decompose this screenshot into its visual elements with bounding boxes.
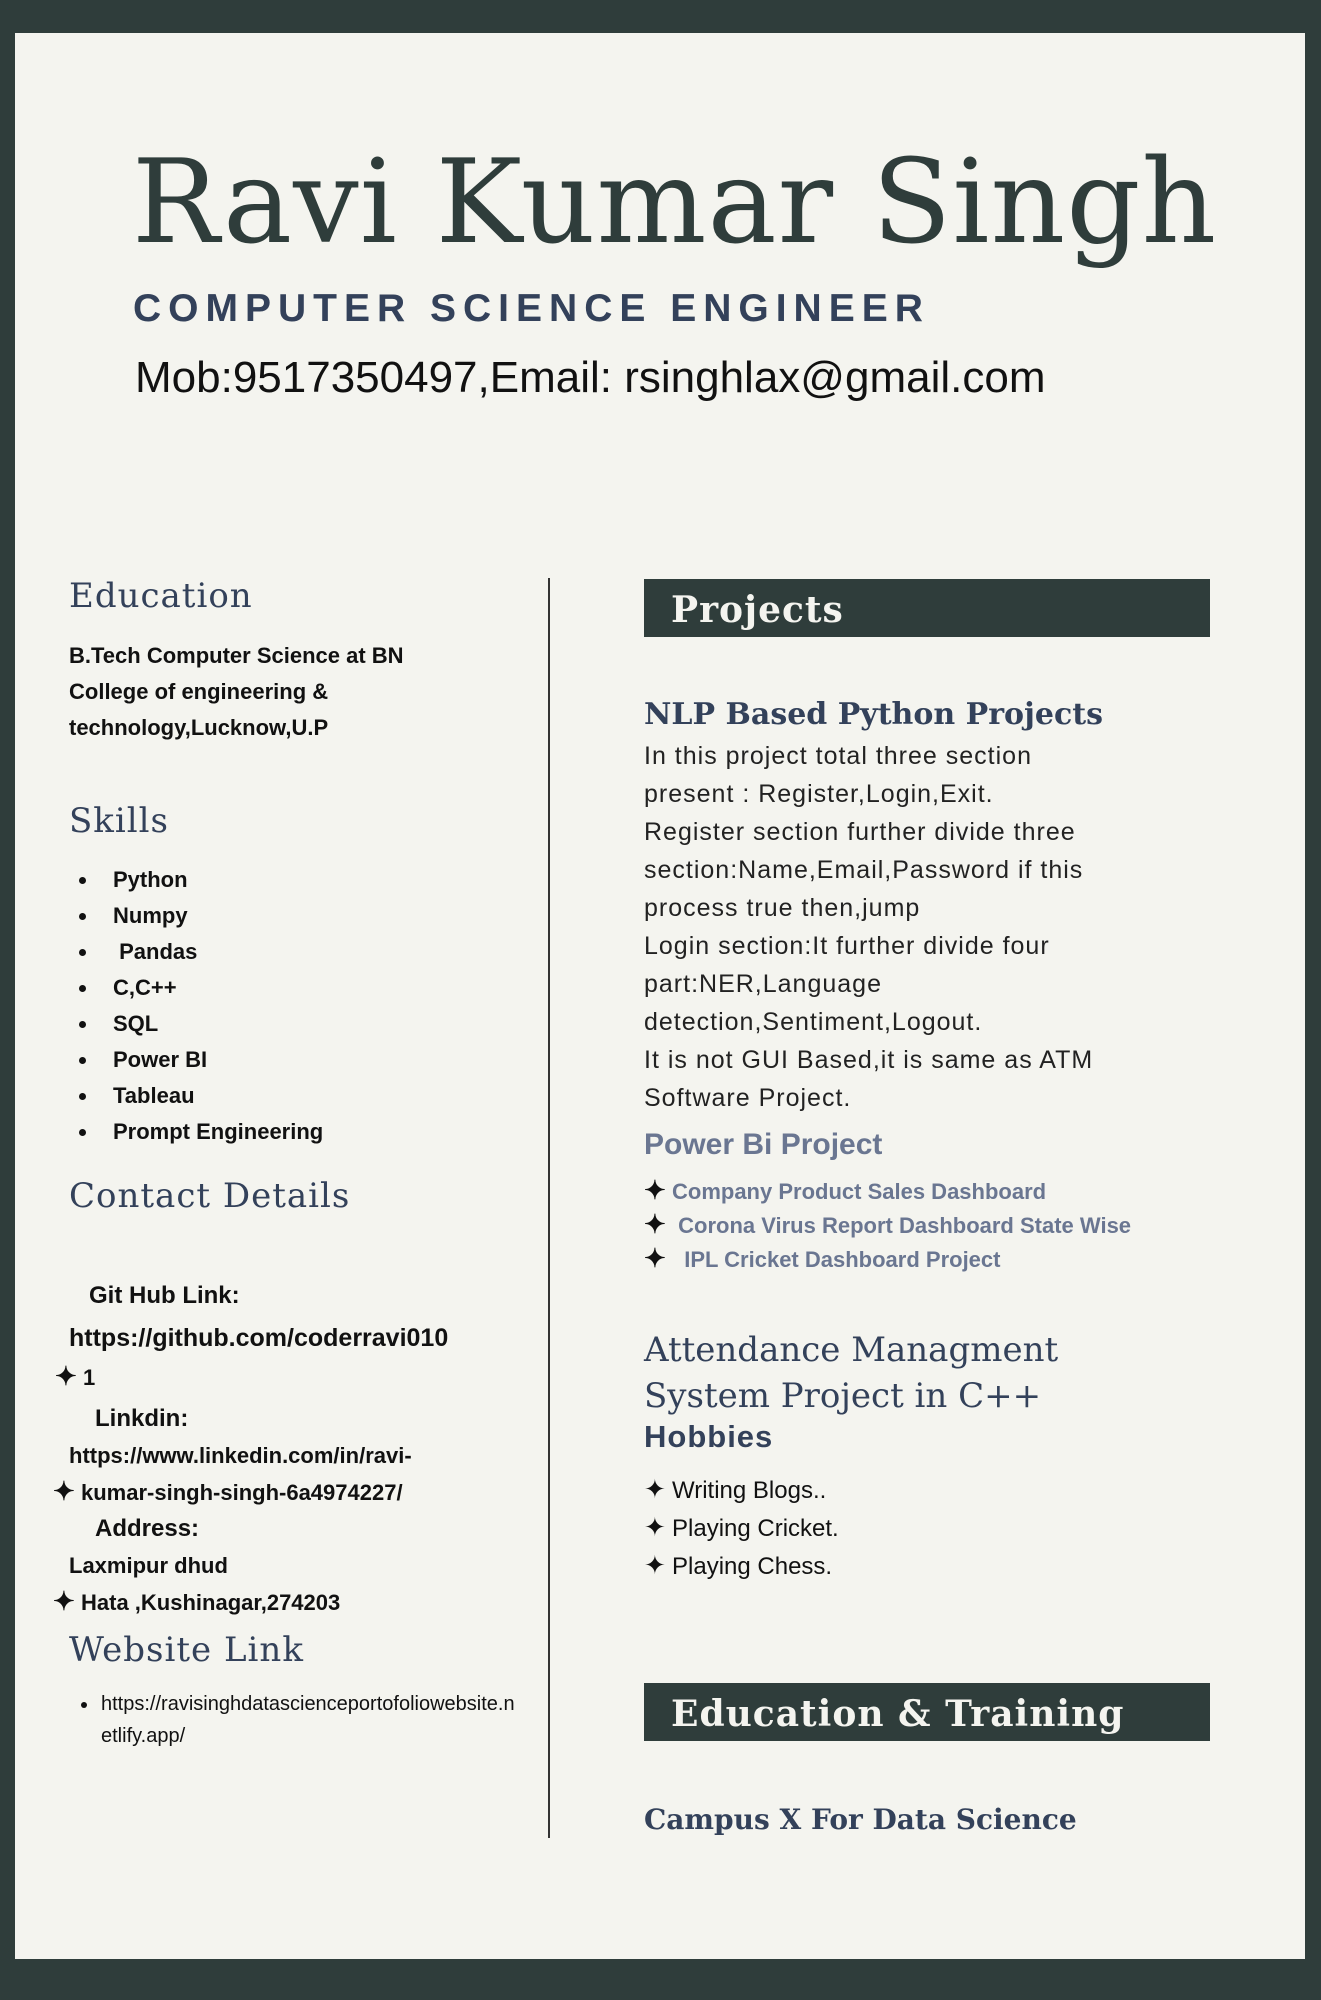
description-line: Register section further divide three bbox=[644, 818, 1076, 846]
hobbies-list bbox=[644, 1470, 839, 1584]
list-item: • SQL bbox=[99, 1006, 323, 1042]
skills-list bbox=[69, 862, 323, 1150]
list-item: ✦ Playing Chess. bbox=[644, 1546, 839, 1584]
list-item: ✦ Corona Virus Report Dashboard State Wise bbox=[644, 1209, 1132, 1239]
projects-heading: Projects bbox=[671, 589, 844, 631]
address-label: Address: bbox=[95, 1515, 200, 1542]
four-point-star-icon: ✦ bbox=[644, 1474, 666, 1504]
list-item: ✦ Playing Cricket. bbox=[644, 1508, 839, 1546]
skills-heading: Skills bbox=[69, 801, 169, 841]
four-point-star-icon: ✦ bbox=[644, 1243, 666, 1273]
four-point-star-icon: ✦ bbox=[644, 1550, 666, 1580]
website-heading: Website Link bbox=[69, 1630, 304, 1670]
four-point-star-icon: ✦ bbox=[55, 1361, 77, 1391]
training-header-bar bbox=[644, 1683, 1210, 1741]
description-line: part:NER,Language bbox=[644, 970, 882, 998]
education-line: College of engineering & bbox=[69, 679, 329, 704]
resume-page bbox=[15, 33, 1305, 1959]
description-line: In this project total three section bbox=[644, 742, 1032, 770]
list-item: • Python bbox=[99, 862, 323, 898]
list-item: • Prompt Engineering bbox=[99, 1114, 323, 1150]
training-heading: Education & Training bbox=[671, 1693, 1125, 1735]
list-item: • Pandas bbox=[99, 934, 323, 970]
candidate-name: Ravi Kumar Singh bbox=[132, 135, 1218, 270]
nlp-project-description bbox=[644, 737, 1184, 1117]
four-point-star-icon: ✦ bbox=[53, 1476, 75, 1506]
training-item: Campus X For Data Science bbox=[644, 1803, 1077, 1836]
list-item: • C,C++ bbox=[99, 970, 323, 1006]
linkedin-link-line-1[interactable]: https://www.linkedin.com/in/ravi- bbox=[69, 1443, 412, 1468]
description-line: It is not GUI Based,it is same as ATM bbox=[644, 1046, 1094, 1074]
list-item: • Power BI bbox=[99, 1042, 323, 1078]
linkedin-link-line-2[interactable]: ✦ kumar-singh-singh-6a4974227/ bbox=[53, 1473, 403, 1511]
list-item: ✦ IPL Cricket Dashboard Project bbox=[644, 1243, 1001, 1273]
contact-line: Mob:9517350497,Email: rsinghlax@gmail.com bbox=[135, 353, 1046, 402]
four-point-star-icon: ✦ bbox=[644, 1512, 666, 1542]
four-point-star-icon: ✦ bbox=[644, 1175, 666, 1205]
address-line: Laxmipur dhud bbox=[69, 1553, 228, 1578]
projects-header-bar bbox=[644, 579, 1210, 637]
github-label: Git Hub Link: bbox=[89, 1282, 240, 1309]
github-line-2: ✦ 1 bbox=[55, 1358, 95, 1396]
column-divider bbox=[548, 578, 550, 1838]
website-list bbox=[69, 1688, 516, 1752]
linkedin-label: Linkdin: bbox=[95, 1405, 189, 1432]
education-line: technology,Lucknow,U.P bbox=[69, 715, 329, 740]
description-line: process true then,jump bbox=[644, 894, 921, 922]
list-item: • Numpy bbox=[99, 898, 323, 934]
education-line: B.Tech Computer Science at BN bbox=[69, 643, 404, 668]
four-point-star-icon: ✦ bbox=[53, 1586, 75, 1616]
list-item: ✦ Company Product Sales Dashboard bbox=[644, 1175, 1047, 1205]
contact-heading: Contact Details bbox=[69, 1176, 351, 1216]
description-line: section:Name,Email,Password if this bbox=[644, 856, 1084, 884]
powerbi-project-title: Power Bi Project bbox=[644, 1128, 883, 1161]
description-line: detection,Sentiment,Logout. bbox=[644, 1008, 983, 1036]
education-details bbox=[69, 638, 404, 746]
list-item: ✦ Writing Blogs.. bbox=[644, 1470, 839, 1508]
four-point-star-icon: ✦ bbox=[644, 1209, 666, 1239]
powerbi-project-list bbox=[644, 1173, 1131, 1275]
website-link[interactable]: • https://ravisinghdatascienceportofoliowebsite.netlify.app/ bbox=[99, 1688, 516, 1752]
description-line: present : Register,Login,Exit. bbox=[644, 780, 994, 808]
list-item: • Tableau bbox=[99, 1078, 323, 1114]
job-role: COMPUTER SCIENCE ENGINEER bbox=[133, 287, 930, 330]
attendance-project-title: Attendance Managment System Project in C++ bbox=[644, 1330, 1059, 1416]
description-line: Login section:It further divide four bbox=[644, 932, 1050, 960]
education-heading: Education bbox=[69, 576, 253, 616]
nlp-project-title: NLP Based Python Projects bbox=[644, 697, 1103, 732]
description-line: Software Project. bbox=[644, 1084, 852, 1112]
hobbies-heading: Hobbies bbox=[644, 1419, 774, 1454]
github-link[interactable]: https://github.com/coderravi010 bbox=[69, 1324, 449, 1352]
address-line: ✦ Hata ,Kushinagar,274203 bbox=[53, 1583, 340, 1621]
